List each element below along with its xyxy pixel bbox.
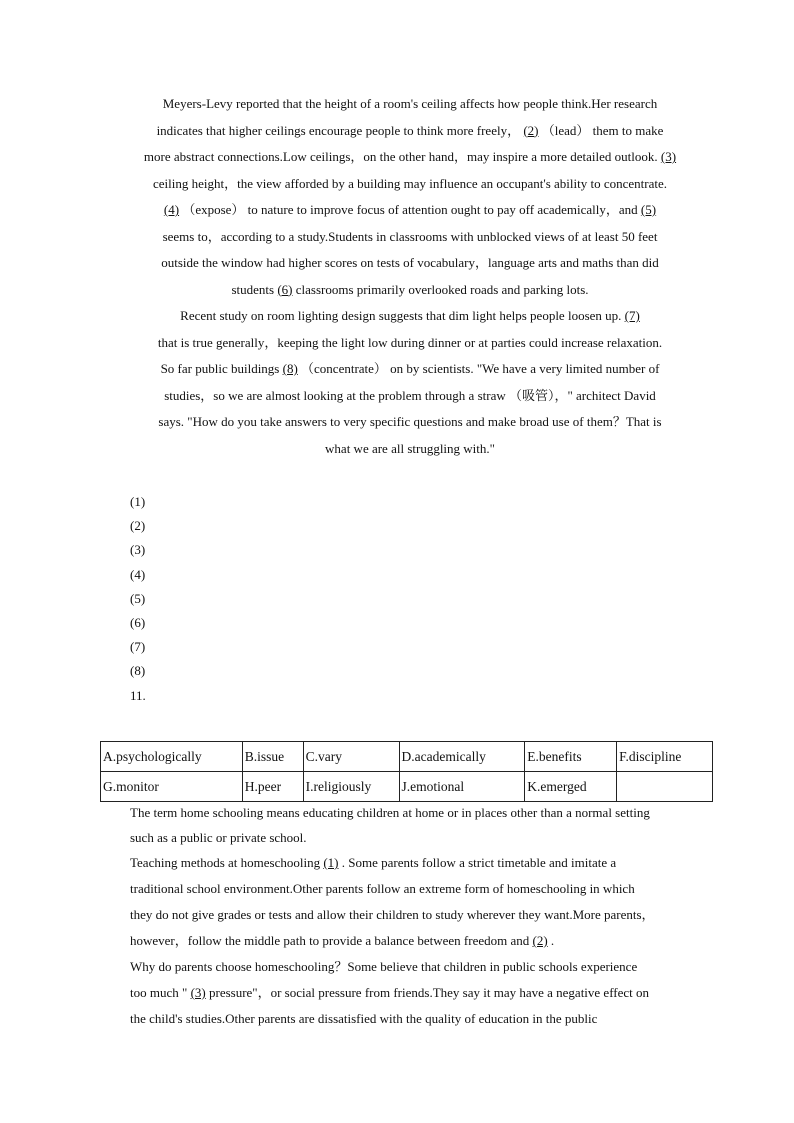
text-line xyxy=(130,954,710,980)
text-segment: such as a public or private school. xyxy=(130,830,307,845)
text-line xyxy=(144,149,676,164)
text-segment: （expose） to nature to improve focus of attention ought to pay off academically，and xyxy=(182,202,638,217)
passage1-paragraph1 xyxy=(100,91,720,303)
blank-number: (3) xyxy=(660,149,677,164)
table-row xyxy=(101,742,713,772)
passage2 xyxy=(130,800,710,1032)
passage1-paragraph2 xyxy=(120,303,700,462)
text-segment: says. "How do you take answers to very specific questions and make broad use of them？That is xyxy=(158,414,662,429)
text-line xyxy=(180,308,640,323)
answer-line: (5) xyxy=(130,590,146,606)
option-cell: J.emotional xyxy=(399,772,525,802)
table-row xyxy=(101,772,713,802)
text-segment: outside the window had higher scores on tests of vocabulary，language arts and maths than did xyxy=(161,255,659,270)
text-segment: . Some parents follow a strict timetable and imitate a xyxy=(341,855,617,870)
text-line xyxy=(130,826,710,850)
text-segment: more abstract connections.Low ceilings，on the other hand，may inspire a more detailed outlook. xyxy=(143,149,658,164)
text-segment: what we are all struggling with." xyxy=(325,440,495,456)
text-line xyxy=(153,176,667,191)
text-segment: that is true generally，keeping the light low during dinner or at parties could increase relaxation. xyxy=(157,334,663,350)
blank-number: (1) xyxy=(323,855,339,870)
text-line xyxy=(130,928,710,954)
option-cell: C.vary xyxy=(303,742,399,772)
text-segment: seems to，according to a study.Students in classrooms with unblocked views of at least 50 feet xyxy=(162,228,658,244)
text-segment: （concentrate） on by scientists. "We have a very limited number of xyxy=(301,361,660,376)
text-segment: they do not give grades or tests and allow their children to study wherever they want.More parents， xyxy=(130,907,655,922)
answer-line: (4) xyxy=(130,566,146,582)
blank-number: (3) xyxy=(190,985,206,1000)
answer-line: (7) xyxy=(130,639,146,655)
text-segment: however，follow the middle path to provide a balance between freedom and xyxy=(130,933,530,948)
text-line xyxy=(164,388,656,403)
answer-line: (3) xyxy=(130,542,146,558)
text-segment: Recent study on room lighting design suggests that dim light helps people loosen up. xyxy=(180,308,622,323)
text-segment: . xyxy=(550,933,555,948)
answer-line: (8) xyxy=(130,663,146,679)
text-line xyxy=(158,335,662,350)
text-line xyxy=(130,850,710,876)
text-line xyxy=(161,361,660,376)
text-segment: pressure"，or social pressure from friends.They say it may have a negative effect on xyxy=(208,985,650,1000)
blank-number: (7) xyxy=(624,308,640,323)
blank-number: (2) xyxy=(532,933,548,948)
blank-number: (8) xyxy=(282,361,298,376)
blank-number: (4) xyxy=(163,202,180,217)
text-segment: traditional school environment.Other parents follow an extreme form of homeschooling in which xyxy=(130,881,635,896)
text-segment: Why do parents choose homeschooling？Some believe that children in public schools experience xyxy=(130,959,638,974)
answer-line: (6) xyxy=(130,614,146,630)
blank-number: (6) xyxy=(277,281,293,297)
option-cell: D.academically xyxy=(399,742,525,772)
text-segment: The term home schooling means educating children at home or in places other than a normal setting xyxy=(130,805,650,820)
text-line xyxy=(325,441,495,456)
text-segment: too much " xyxy=(130,985,188,1000)
text-segment: indicates that higher ceilings encourage people to think more freely， xyxy=(156,122,521,138)
option-cell xyxy=(617,772,713,802)
text-line xyxy=(157,123,664,138)
option-cell: I.religiously xyxy=(303,772,399,802)
text-line xyxy=(130,800,710,826)
text-segment: Teaching methods at homeschooling xyxy=(130,855,321,870)
answer-line: (2) xyxy=(130,518,146,534)
text-segment: （lead） them to make xyxy=(541,122,664,138)
option-cell: A.psychologically xyxy=(101,742,243,772)
option-cell: H.peer xyxy=(242,772,303,802)
blank-number: (2) xyxy=(523,122,539,138)
blank-number: (5) xyxy=(640,202,657,217)
answer-lines xyxy=(130,490,146,708)
option-cell: F.discipline xyxy=(617,742,713,772)
text-line xyxy=(161,255,659,270)
text-line xyxy=(158,414,661,429)
text-segment: Meyers-Levy reported that the height of a room's ceiling affects how people think.Her research xyxy=(162,96,658,111)
text-line xyxy=(130,876,710,902)
option-cell: E.benefits xyxy=(525,742,617,772)
option-cell: B.issue xyxy=(242,742,303,772)
option-cell: G.monitor xyxy=(101,772,243,802)
text-segment: students xyxy=(231,281,275,297)
text-segment: the child's studies.Other parents are dissatisfied with the quality of education in the public xyxy=(130,1011,598,1026)
option-cell: K.emerged xyxy=(525,772,617,802)
options-table xyxy=(100,741,713,802)
text-line xyxy=(231,282,588,297)
text-segment: classrooms primarily overlooked roads and parking lots. xyxy=(295,281,589,297)
text-line xyxy=(130,902,710,928)
text-line xyxy=(130,980,710,1006)
text-line xyxy=(163,229,658,244)
answer-line: (1) xyxy=(130,494,146,509)
text-segment: ceiling height，the view afforded by a building may influence an occupant's ability to concentrate. xyxy=(153,175,667,191)
text-segment: studies，so we are almost looking at the problem through a straw （吸管），" architect David xyxy=(164,387,656,403)
text-segment: So far public buildings xyxy=(160,361,280,376)
text-line xyxy=(164,202,656,217)
text-line xyxy=(163,96,657,111)
answer-line: 11. xyxy=(130,687,146,703)
text-line xyxy=(130,1006,710,1032)
